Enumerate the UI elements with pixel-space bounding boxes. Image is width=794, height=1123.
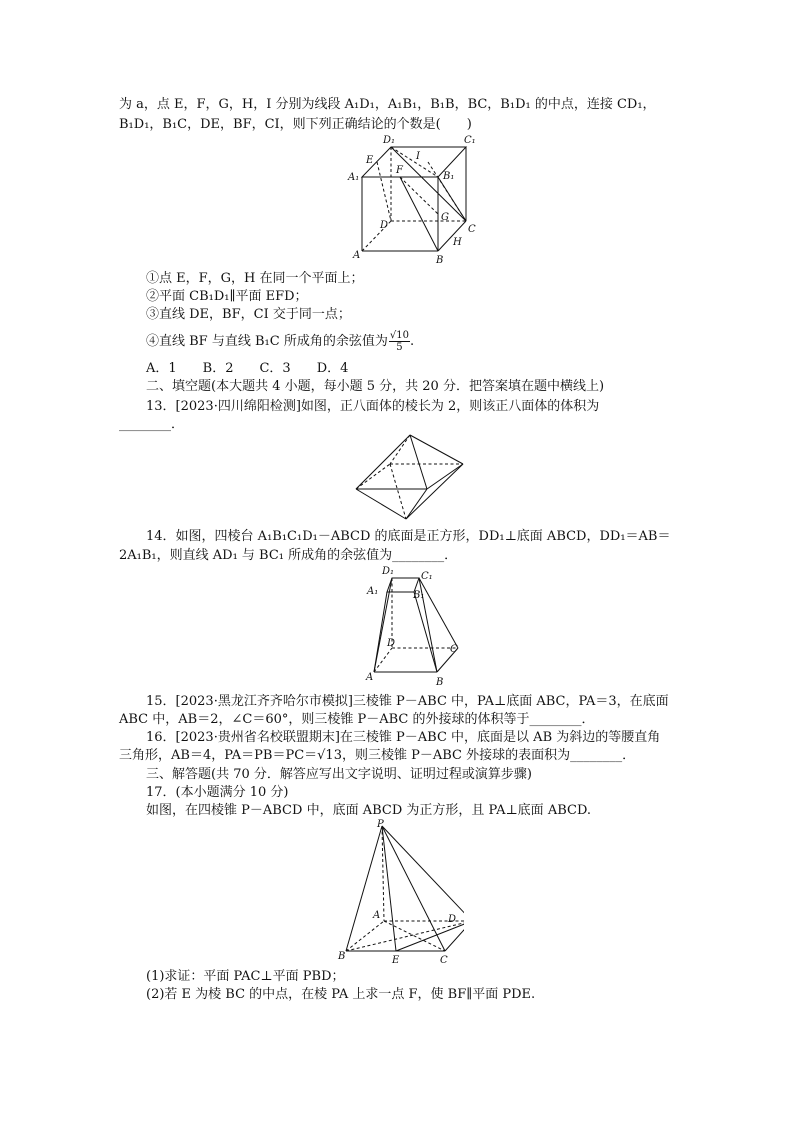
q12-statement-2: ②平面 CB₁D₁∥平面 EFD； <box>146 289 308 304</box>
label-C1: C₁ <box>464 135 476 146</box>
q12-line2: B₁D₁，B₁C，DE，BF，CI，则下列正确结论的个数是( ) <box>119 117 472 132</box>
q17-stem: 如图，在四棱锥 P－ABCD 中，底面 ABCD 为正方形，且 PA⊥底面 ABCD. <box>146 803 592 818</box>
label-A: A <box>353 250 361 261</box>
q12-statement-1: ①点 E，F，G，H 在同一个平面上； <box>146 271 364 286</box>
label-A1: A₁ <box>348 172 360 183</box>
label-B: B <box>436 255 444 266</box>
fraction <box>389 330 410 353</box>
label-A1: A₁ <box>367 586 379 597</box>
label-A: A <box>373 910 381 921</box>
label-E: E <box>366 155 374 166</box>
label-C1: C₁ <box>421 571 433 582</box>
frustum-figure <box>362 562 472 690</box>
label-C: C <box>450 644 458 655</box>
cube-figure <box>340 132 490 266</box>
label-B1: B₁ <box>413 590 425 601</box>
label-D: D <box>387 638 396 649</box>
label-B: B <box>436 677 444 688</box>
q13-line1: 13．[2023·四川绵阳检测]如图，正八面体的棱长为 2，则该正八面体的体积为 <box>146 399 600 414</box>
q12-statement-4: ④直线 BF 与直线 B₁C 所成角的余弦值为 $\frac{√10}{5}$ . <box>146 330 415 353</box>
pyramid-figure <box>334 818 464 968</box>
label-I: I <box>416 151 420 162</box>
q12-options: A．1 B．2 C．3 D．4 <box>146 361 349 376</box>
label-F: F <box>396 165 403 176</box>
q12-line1: 为 a，点 E，F，G，H，I 分别为线段 A₁D₁，A₁B₁，B₁B，BC，B₁D₁ 的中点，连接 CD₁， <box>119 97 656 112</box>
q17-head: 17．(本小题满分 10 分) <box>146 785 289 800</box>
label-D: D <box>380 220 389 231</box>
q16-line1: 16．[2023·贵州省名校联盟期末]在三棱锥 P－ABC 中，底面是以 AB 为斜边的等腰直角 <box>146 730 661 745</box>
q14-line1: 14．如图，四棱台 A₁B₁C₁D₁－ABCD 的底面是正方形，DD₁⊥底面 ABCD，DD₁＝AB＝ <box>146 529 671 544</box>
q17-part1: (1)求证：平面 PAC⊥平面 PBD； <box>146 969 345 984</box>
q15-line1: 15．[2023·黑龙江齐齐哈尔市模拟]三棱锥 P－ABC 中，PA⊥底面 ABC，PA＝3，在底面 <box>146 694 669 709</box>
octahedron-figure <box>350 432 470 522</box>
q13-line2: ________． <box>119 417 185 432</box>
fraction-numerator: √10 <box>389 330 409 341</box>
label-H: H <box>453 237 462 248</box>
label-D: D <box>448 914 457 925</box>
q15-line2: ABC 中，AB＝2，∠C＝60°，则三棱锥 P－ABC 的外接球的体积等于________． <box>119 712 595 727</box>
label-B: B <box>338 951 346 962</box>
fraction-denominator: 5 <box>396 342 403 353</box>
q17-part2: (2)若 E 为棱 BC 的中点，在棱 PA 上求一点 F，使 BF∥平面 PDE. <box>146 987 536 1002</box>
label-B1: B₁ <box>443 171 455 182</box>
q16-line2: 三角形，AB＝4，PA＝PB＝PC＝√13，则三棱锥 P－ABC 外接球的表面积为________． <box>119 748 636 763</box>
label-D1: D₁ <box>383 135 396 146</box>
label-E: E <box>392 955 400 966</box>
q12-statement-4-text: ④直线 BF 与直线 B₁C 所成角的余弦值为 <box>146 334 388 349</box>
section2-heading: 二、填空题(本大题共 4 小题，每小题 5 分，共 20 分．把答案填在题中横线上) <box>146 379 605 394</box>
q14-line2: 2A₁B₁，则直线 AD₁ 与 BC₁ 所成角的余弦值为________． <box>119 548 458 563</box>
section3-heading: 三、解答题(共 70 分．解答应写出文字说明、证明过程或演算步骤) <box>146 767 532 782</box>
label-G: G <box>441 212 449 223</box>
label-C: C <box>440 955 448 966</box>
label-P: P <box>377 819 384 830</box>
q12-statement-3: ③直线 DE，BF，CI 交于同一点； <box>146 307 351 322</box>
label-C: C <box>468 224 476 235</box>
label-A: A <box>366 672 374 683</box>
label-D1: D₁ <box>382 566 395 577</box>
